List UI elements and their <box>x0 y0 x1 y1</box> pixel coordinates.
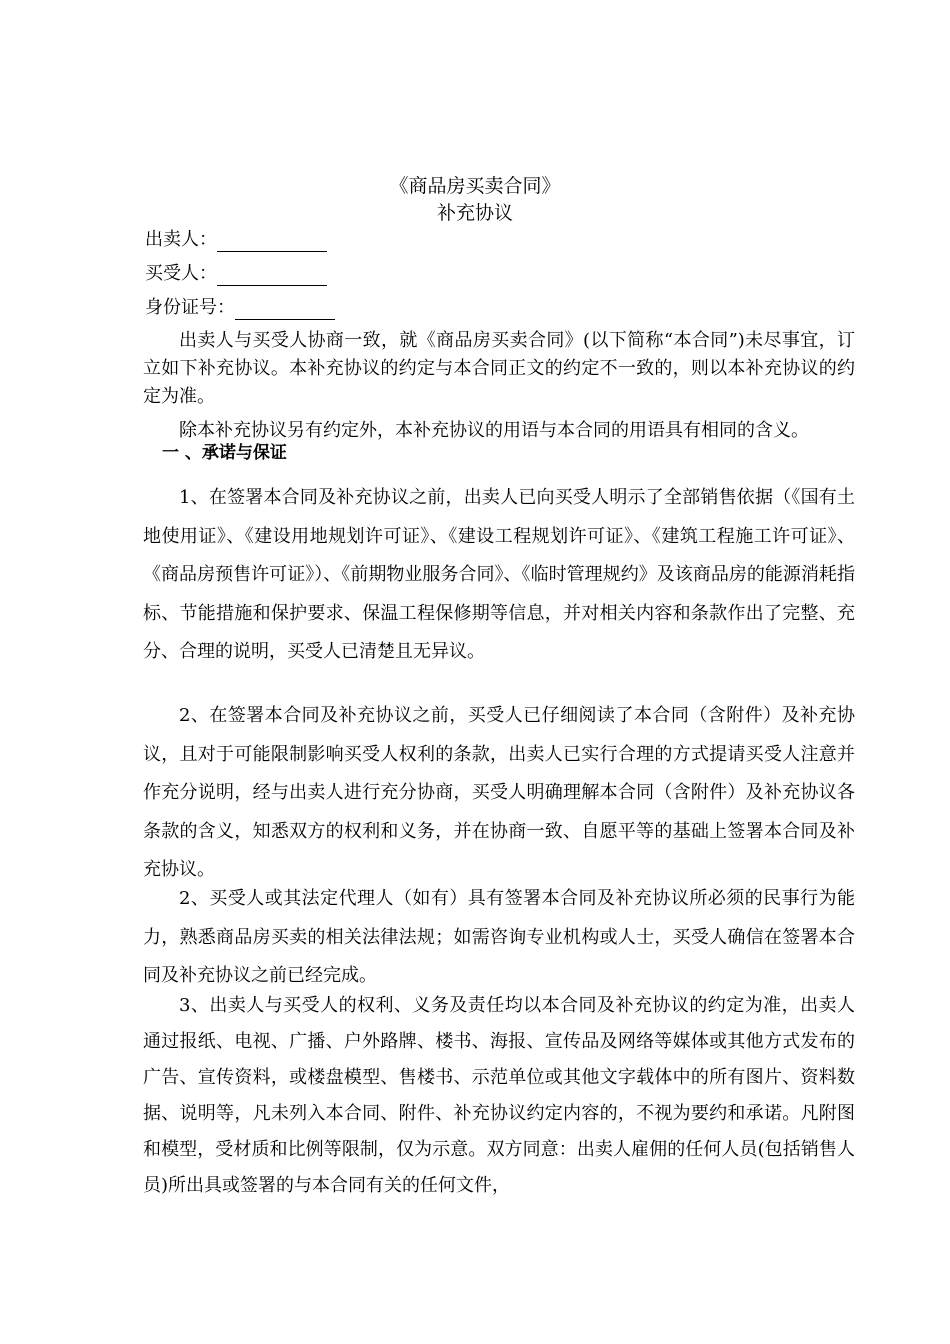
clause-2a-text: 2、在签署本合同及补充协议之前，买受人已仔细阅读了本合同（含附件）及补充协议，且对于可能限制影响买受人权利的条款，出卖人已实行合理的方式提请买受人注意并作充分说明，经与出卖人进行充分协商，买受人明确理解本合同（含附件）及补充协议各条款的含义，知悉双方的权利和义务，并在协商一致、自愿平等的基础上签署本合同及补充协议。 <box>143 705 855 880</box>
buyer-label: 买受人： <box>145 263 217 284</box>
id-number-blank-line <box>235 301 335 320</box>
document-title: 《商品房买卖合同》 <box>389 175 561 197</box>
buyer-blank-line <box>217 267 327 286</box>
intro-text: 出卖人与买受人协商一致，就《商品房买卖合同》(以下简称“本合同”)未尽事宜，订立如下补充协议。本补充协议的约定与本合同正文的约定不一致的，则以本补充协议的约定为准。 <box>143 330 855 407</box>
clause-2b-text: 2、买受人或其法定代理人（如有）具有签署本合同及补充协议所必须的民事行为能力，熟悉商品房买卖的相关法律法规；如需咨询专业机构或人士，买受人确信在签署本合同及补充协议之前已经完成。 <box>143 888 855 986</box>
buyer-field <box>145 262 327 286</box>
clause-2b <box>143 880 855 996</box>
section-heading: 一 、承诺与保证 <box>162 443 287 463</box>
seller-label: 出卖人： <box>145 229 217 250</box>
clause-1-text: 1、在签署本合同及补充协议之前，出卖人已向买受人明示了全部销售依据（《国有土地使用证》、《建设用地规划许可证》、《建设工程规划许可证》、《建筑工程施工许可证》、《商品房预售许可证》）、《前期物业服务合同》、《临时管理规约》及该商品房的能源消耗指标、节能措施和保护要求、保温工程保修期等信息，并对相关内容和条款作出了完整、充分、合理的说明，买受人已清楚且无异议。 <box>143 487 855 662</box>
id-number-field <box>145 296 335 320</box>
intro-paragraph <box>143 327 855 411</box>
definitions-text: 除本补充协议另有约定外，本补充协议的用语与本合同的用语具有相同的含义。 <box>179 420 809 441</box>
id-number-label: 身份证号： <box>145 297 235 318</box>
document-subtitle: 补充协议 <box>436 202 513 224</box>
seller-blank-line <box>217 233 327 252</box>
clause-3 <box>143 988 855 1204</box>
clause-1 <box>143 479 855 672</box>
clause-3-text: 3、出卖人与买受人的权利、义务及责任均以本合同及补充协议的约定为准，出卖人通过报纸、电视、广播、户外路牌、楼书、海报、宣传品及网络等媒体或其他方式发布的广告、宣传资料，或楼盘模型、售楼书、示范单位或其他文字载体中的所有图片、资料数据、说明等，凡未列入本合同、附件、补充协议约定内容的，不视为要约和承诺。凡附图和模型，受材质和比例等限制，仅为示意。双方同意：出卖人雇佣的任何人员(包括销售人员)所出具或签署的与本合同有关的任何文件， <box>143 995 855 1196</box>
seller-field <box>145 228 327 252</box>
clause-2a <box>143 697 855 890</box>
